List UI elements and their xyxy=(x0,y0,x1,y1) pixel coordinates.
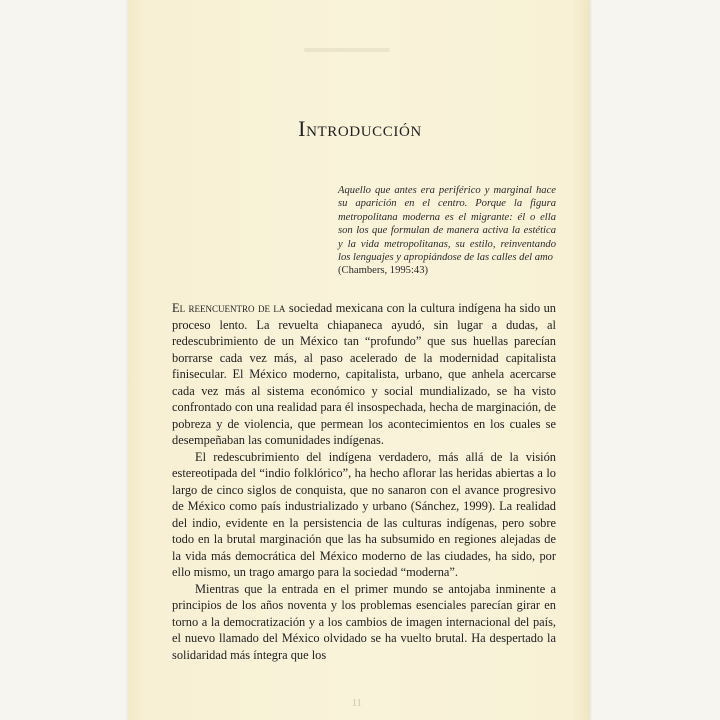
paragraph-lead-in: El reencuentro de la xyxy=(172,301,286,315)
chapter-title: Introducción xyxy=(298,116,422,141)
epigraph-citation: (Chambers, 1995:43) xyxy=(338,265,429,277)
epigraph xyxy=(338,184,556,278)
paragraph-3: Mientras que la entrada en el primer mundo se antojaba inminente a principios de los años noventa y los problemas esenciales parecían girar en torno a la democratización y a los cambios de imagen internacional del país, el nuevo llamado del México olvidado se ha vuelto brutal. Ha despertado la solidaridad más íntegra que los xyxy=(172,581,556,662)
paragraph-text: sociedad mexicana con la cultura indígena ha sido un proceso lento. La revuelta chiapaneca ayudó, sin lugar a dudas, al redescubrimiento de un México tan “profundo” que sus huellas parecían borrarse cada vez más, al paso acelerado de la modernidad capitalista finisecular. El México moderno, capitalista, urbano, que anhela acercarse cada vez más al sistema económico y social mundializado, se ha visto confrontado con una realidad para él insospechada, hecha de marginación, de pobreza y de violencia, que permean los acontecimientos en los cuales se desempeñaban las comunidades indígenas. xyxy=(172,301,556,447)
paragraph-2: El redescubrimiento del indígena verdadero, más allá de la visión estereotipada del “indio folklórico”, ha hecho aflorar las heridas abiertas a lo largo de cinco siglos de conquista, que no sanaron con el avance progresivo de México como país industrializado y urbano (Sánchez, 1999). La realidad del indio, evidente en la persistencia de las culturas indígenas, pero sobre todo en la brutal marginación que las ha subsumido en regiones alejadas de la vida más democrática del México moderno de las ciudades, ha sido, por ello mismo, un trago amargo para la sociedad “moderna”. xyxy=(172,449,556,579)
running-head-bleedthrough xyxy=(304,48,390,52)
body-text xyxy=(172,300,556,663)
epigraph-text: Aquello que antes era periférico y marginal hace su aparición en el centro. Porque la figura metropolitana moderna es el migrante: él o ella son los que formulan de manera activa la estética y la vida metropolitanas, su estilo, reinventando los lenguajes y apropiándose de las calles del amo xyxy=(338,185,556,264)
page-number: 11 xyxy=(352,698,362,709)
paragraph-1 xyxy=(172,300,556,449)
